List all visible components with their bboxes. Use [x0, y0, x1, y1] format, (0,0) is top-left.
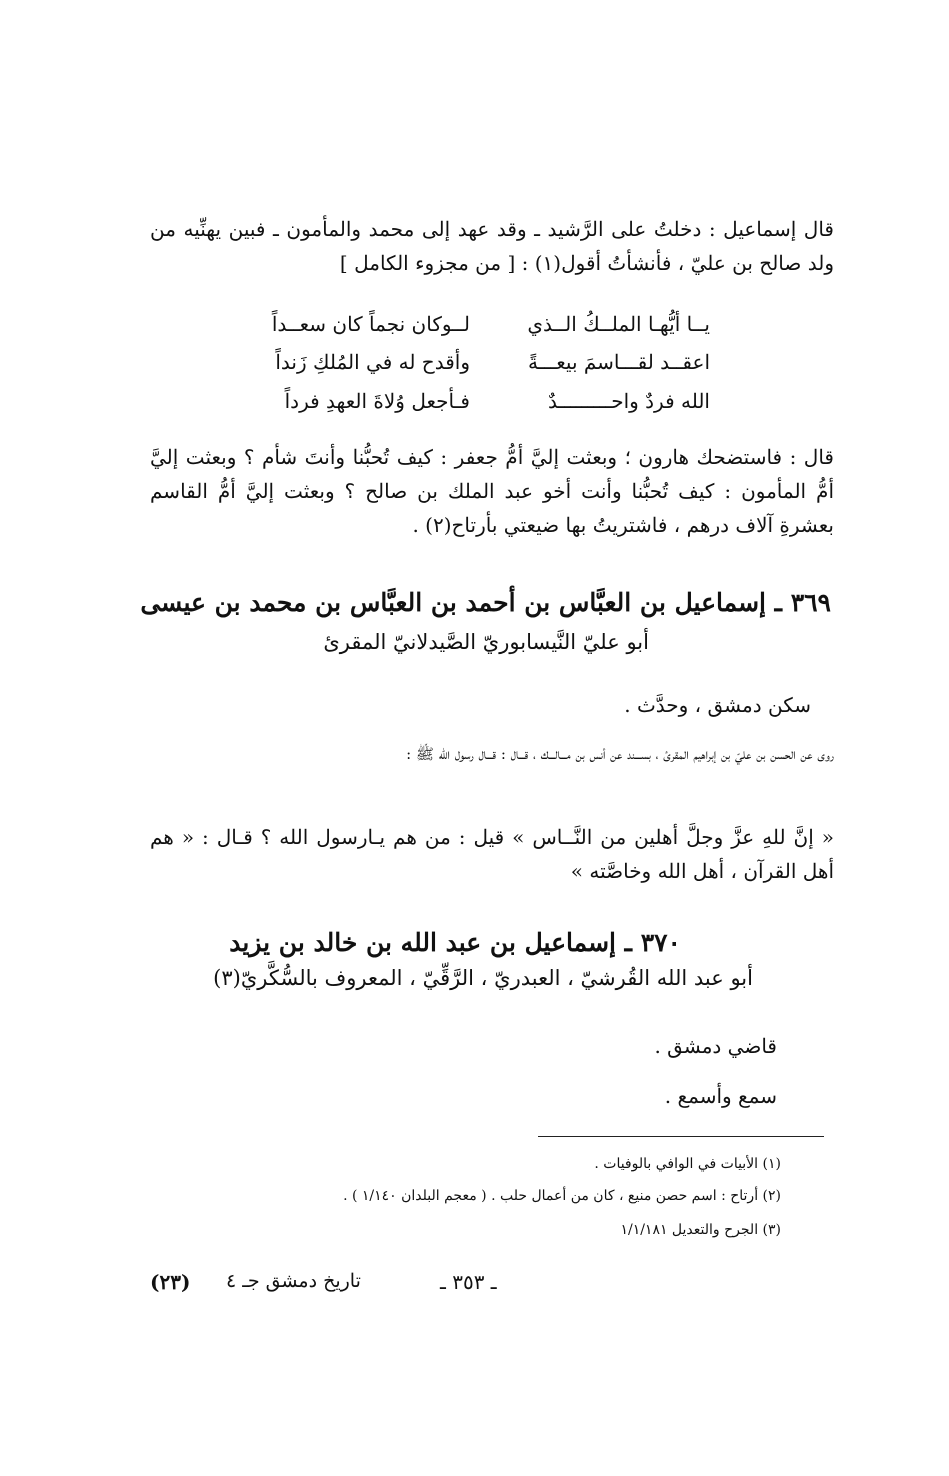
entry-370-hearing: سمع وأسمع .	[664, 1084, 777, 1108]
verse-second-hemistich: فـأجعل وُلاةَ العهدِ فرداً	[284, 389, 470, 413]
footnote-3: (٣) الجرح والتعديل ١/١/١٨١	[620, 1222, 781, 1238]
entry-370-subtitle: أبو عبد الله القُرشيّ ، العبدريّ ، الرَّقِّيّ ، المعروف بالسُّكَّريّ(٣)	[213, 966, 753, 990]
verse-first-hemistich: اعقــد لقـــاسمَ بيعـــةً	[527, 350, 710, 374]
verse-first-hemistich: يــا أيُّهـا الملــكُ الــذي	[527, 312, 710, 336]
poem-verse	[270, 312, 710, 346]
footnote-divider	[538, 1136, 824, 1137]
verse-first-hemistich: الله فردٌ واحـــــــــدٌ	[547, 389, 710, 413]
signature-mark: (٢٣)	[150, 1270, 191, 1294]
after-poem-paragraph: قال : فاستضحك هارون ؛ وبعثت إليَّ أمُّ جعفر : كيف تُحبُّنا وأنتَ شأم ؟ وبعثت إليَّ أمُّ المأمون : كيف تُحبُّنا وأنت أخو عبد الملك بن صالح ؟ وبعثت إليَّ أمُّ القاسم بعشرةِ آلاف درهم ، فاشتريتُ بها ضيعتي بأرتاح(٢) .	[150, 445, 834, 537]
footnote-2: (٢) أرتاح : اسم حصن منيع ، كان من أعمال حلب . ( معجم البلدان ١/١٤٠ ) .	[343, 1188, 781, 1204]
footnote-1: (١) الأبيات في الوافي بالوفيات .	[594, 1156, 781, 1172]
verse-second-hemistich: لــوكان نجماً كان سعــداً	[271, 312, 470, 336]
entry-369-isnad: روى عن الحسن بن عليّ بن إبراهيم المقرئ ، بســـند عن أنس بن مـــالـــك ، قـــال : قـــال رسول الله ﷺ :	[406, 745, 834, 763]
poem-verse	[270, 350, 710, 384]
intro-paragraph: قال إسماعيل : دخلتُ على الرَّشيد ـ وقد عهد إلى محمد والمأمون ـ فبين يهنِّيه من ولد صالح بن عليّ ، فأنشأتُ أقول(١) : [ من مجزوء الكامل ]	[150, 217, 834, 275]
entry-369-title: ٣٦٩ ـ إسماعيل بن العبَّاس بن أحمد بن العبَّاس بن محمد بن عيسى	[140, 588, 831, 617]
page-number: ـ ٣٥٣ ـ	[440, 1270, 497, 1294]
verse-second-hemistich: وأقدح له في المُلكِ زَنداً	[275, 350, 470, 374]
entry-369-subtitle: أبو عليّ النَّيسابوريّ الصَّيدلانيّ المقرئ	[323, 630, 649, 654]
book-title: تاريخ دمشق جـ ٤	[226, 1270, 361, 1292]
entry-370-title: ٣٧٠ ـ إسماعيل بن عبد الله بن خالد بن يزيد	[229, 928, 681, 957]
entry-370-office: قاضي دمشق .	[654, 1034, 777, 1058]
entry-369-hadith: « إنَّ للهِ عزَّ وجلَّ أهلين من النَّــاس » قيل : من هم يـارسول الله ؟ قـال : « هم أهل القرآن ، أهل الله وخاصَّته »	[150, 825, 834, 883]
entry-369-residence: سكن دمشق ، وحدَّث .	[624, 693, 811, 717]
poem-verse	[270, 389, 710, 423]
